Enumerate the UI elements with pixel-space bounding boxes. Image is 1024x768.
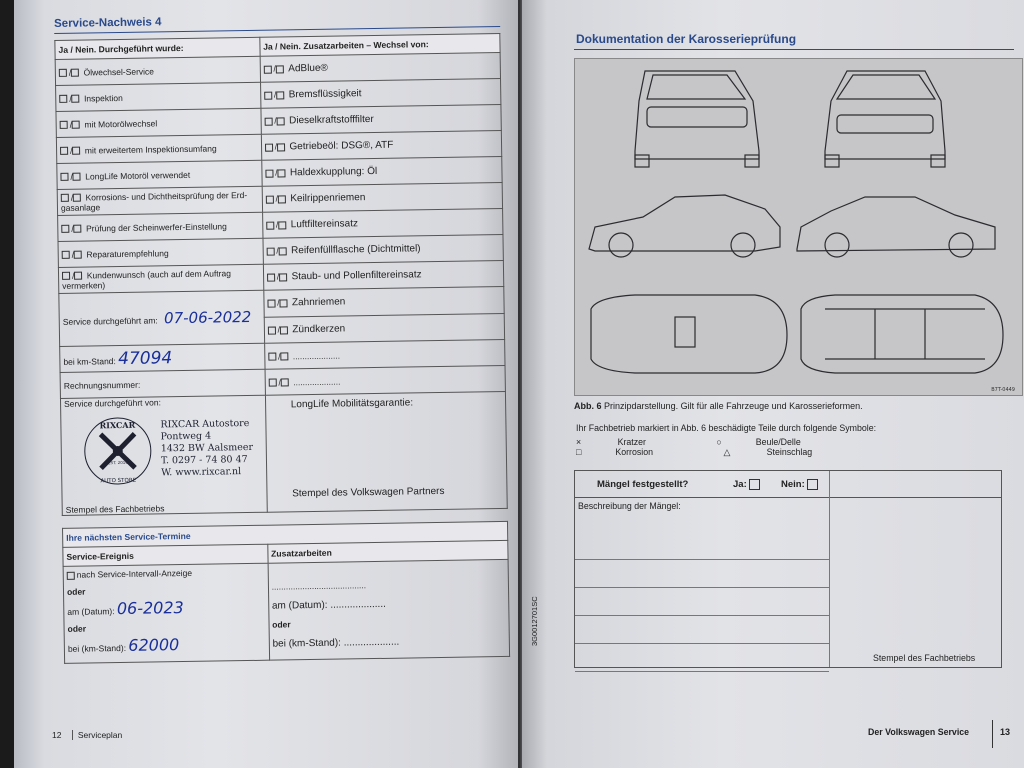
km-value: 47094 — [118, 347, 173, 369]
extra-item: / Staub- und Pollenfiltereinsatz — [263, 260, 504, 290]
extra-item: / Haldexkupplung: Öl — [261, 156, 502, 186]
done-item: / Korrosions- und Dichtheitsprüfung der Erd-gasanlage — [57, 186, 262, 215]
extra-row-zuendkerzen: / Zündkerzen — [264, 313, 505, 343]
car-body-diagram — [574, 58, 1023, 396]
next-service-table — [62, 521, 510, 664]
company-stamp — [64, 406, 263, 505]
right-page-title: Dokumentation der Karosserieprüfung — [576, 32, 797, 46]
stamp-label-left: Stempel des Fachbetriebs — [65, 503, 165, 515]
left-page-number: 12 — [52, 730, 62, 740]
page-title: Service-Nachweis 4 — [54, 11, 500, 34]
left-footer — [52, 730, 122, 740]
defects-header: Mängel festgestellt? Ja: Nein: — [575, 471, 1001, 498]
symbol-note: Ihr Fachbetrieb markiert in Abb. 6 beschädigte Teile durch folgende Symbole: — [576, 423, 877, 433]
extra-item: / Bremsflüssigkeit — [260, 78, 501, 108]
left-page — [14, 0, 518, 768]
car-outlines-icon — [575, 59, 1022, 395]
service-date-label: Service durchgeführt am: — [62, 315, 158, 327]
extra-item: / Keilrippenriemen — [262, 182, 503, 212]
symbol-kratzer: × Kratzer — [576, 437, 646, 447]
nein-checkbox[interactable] — [807, 479, 818, 490]
done-item: / mit erweitertem Inspektionsumfang — [56, 134, 261, 163]
extra-item: / AdBlue® — [260, 52, 501, 82]
next-extra-cell: ........................................ am (Datum): .................... oder bei (km-Stand): .................... — [268, 559, 510, 660]
longlife-cell — [265, 391, 507, 512]
service-table — [54, 33, 507, 516]
svg-text:B7T-0449: B7T-0449 — [991, 387, 1015, 393]
next-date-value: 06-2023 — [116, 598, 184, 619]
vertical-code: 3G0012701SC — [530, 596, 539, 646]
right-footer: Der Volkswagen Service — [868, 727, 970, 737]
svg-text:AUTO STORE: AUTO STORE — [100, 477, 137, 485]
stamp-seal-icon — [82, 416, 153, 487]
symbol-korrosion: □ Korrosion — [576, 447, 653, 457]
next-header-right: Zusatzarbeiten — [267, 540, 508, 563]
section-label: Serviceplan — [72, 730, 122, 740]
description-label: Beschreibung der Mängel: — [578, 501, 681, 511]
longlife-label: LongLife Mobilitätsgarantie: — [290, 397, 414, 411]
next-header-left: Service-Ereignis — [63, 544, 268, 566]
symbol-steinschlag: △ Steinschlag — [723, 447, 813, 457]
symbol-beule: ○ Beule/Delle — [716, 437, 801, 447]
by-label: Service durchgeführt von: — [63, 397, 161, 409]
stamp-label: Stempel des Fachbetriebs — [873, 653, 976, 663]
service-date-cell — [59, 290, 264, 346]
right-page — [522, 0, 1024, 768]
done-item: / Prüfung der Scheinwerfer-Einstellung — [58, 212, 263, 241]
defects-form — [574, 470, 1002, 668]
done-item: / Reparaturempfehlung — [58, 238, 263, 267]
header-done: Ja / Nein. Durchgeführt wurde: — [55, 37, 260, 59]
stamp-cell — [60, 395, 266, 515]
figure-caption: Abb. 6 Prinzipdarstellung. Gilt für alle Fahrzeuge und Karosserieformen. — [574, 401, 863, 411]
next-title: Ihre nächsten Service-Termine — [63, 521, 508, 547]
next-event-cell: nach Service-Intervall-Anzeige oder am (Datum): 06-2023 oder bei (km-Stand): 62000 — [63, 563, 269, 663]
stamp-label-right: Stempel des Volkswagen Partners — [292, 485, 445, 500]
svg-text:EST. 2016: EST. 2016 — [108, 459, 128, 466]
stamp-text: RIXCAR Autostore Pontweg 4 1432 BW Aalsmeer T. 0297 - 74 80 47 W. www.rixcar.nl — [160, 417, 254, 479]
extra-item: / Getriebeöl: DSG®, ATF — [261, 130, 502, 160]
blank-cell: / .................... — [265, 365, 506, 395]
service-record — [54, 11, 510, 664]
symbol-legend — [576, 437, 1016, 458]
extra-item: / Dieselkraftstofffilter — [261, 104, 502, 134]
km-cell — [60, 343, 265, 372]
invoice-cell: Rechnungsnummer: — [60, 369, 265, 398]
ja-checkbox[interactable] — [749, 479, 760, 490]
done-item: / Ölwechsel-Service — [55, 56, 260, 85]
description-lines — [575, 532, 829, 672]
extra-row-blank: / .................... — [264, 339, 505, 369]
extra-item: / Luftfiltereinsatz — [262, 208, 503, 238]
right-page-number: 13 — [1000, 727, 1011, 737]
svg-text:RIXCAR: RIXCAR — [99, 419, 136, 431]
extra-row-zahnriemen: / Zahnriemen — [263, 286, 504, 316]
header-extra: Ja / Nein. Zusatzarbeiten – Wechsel von: — [260, 33, 501, 56]
done-item: / mit Motorölwechsel — [56, 108, 261, 137]
km-label: bei km-Stand: — [63, 355, 116, 367]
done-item: / Inspektion — [56, 82, 261, 111]
service-date-value: 07-06-2022 — [163, 307, 252, 328]
done-item: / Kundenwunsch (auch auf dem Auftrag vermerken) — [58, 264, 263, 293]
next-km-value: 62000 — [128, 635, 180, 655]
done-item: / LongLife Motoröl verwendet — [57, 160, 262, 189]
extra-item: / Reifenfüllflasche (Dichtmittel) — [263, 234, 504, 264]
